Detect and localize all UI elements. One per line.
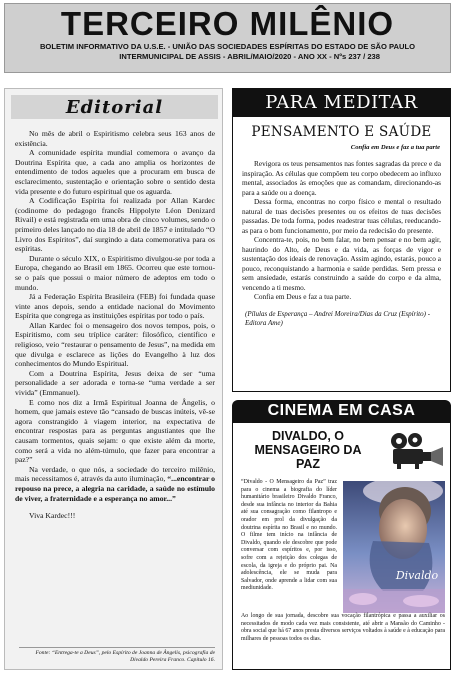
cinema-header-label: CINEMA EM CASA	[267, 402, 416, 419]
meditar-title: PENSAMENTO E SAÚDE	[251, 124, 432, 140]
editorial-signoff: Viva Kardec!!!	[29, 511, 76, 521]
cinema-section	[232, 422, 451, 670]
editorial-source: Fonte: “Entrega-te a Deus”, pelo Espírito de Joanna de Ângelis, psicografia de Divaldo Pereira Franco. Capítulo 16.	[19, 647, 215, 664]
meditar-paragraph: Concentra-te, pois, no bem falar, no bem pensar e no bem agir, haurindo do Alto, de Deus e da vida, as forças de vigor e sustentação dos ideais de renovação. Assim agindo, estarás, pouco a pouco, reconquistando a harmonia e saúde perdidas. Sem pressa e sem ansiedade, estarás construindo a saúde do corpo e da alma, vencendo a ti mesmo.	[242, 235, 441, 292]
movie-synopsis: “Divaldo - O Mensageiro da Paz” traz para o cinema a biografia do líder humanitário brasileiro Divaldo Franco, desde sua infância no interior da Bahia até sua consagração como filantropo e orador em prol da divulgação da doutrina espírita no Brasil e no mundo. O filme tem início na infância de Divaldo, quando ele descobre que pode conversar com espíritos e, por isso, sofre com a rejeição dos colegas de escola, da igreja e do próprio pai. Na adolescência, ele se muda para Salvador, onde aprende a lidar com sua mediunidade.	[241, 479, 337, 592]
meditar-body	[242, 159, 441, 302]
editorial-paragraph: E como nos diz a Irmã Espiritual Joanna de Ângelis, o homem, que jamais esteve tão “cansado de buscas inúteis, vê-se agora constrangido à viagem interior, na expectativa de encontrar respostas para as perguntas angustiantes que lhe causam tormentos, quais sejam: o que existe além da morte, como será a vida no além-túmulo, que fazer para encontrar a paz?”	[15, 397, 215, 465]
newsletter-title: TERCEIRO MILÊNIO	[60, 5, 395, 42]
editorial-title: Editorial	[65, 96, 164, 118]
meditar-paragraph: Dessa forma, encontras no corpo físico e mental o resultado natural de tuas decisões presentes ou os efeitos de tuas decisões passadas. De toda forma, podes readestrar tuas células, reeducando-as para o bom funcionamento, por meio da redecisão do presente.	[242, 197, 441, 235]
movie-synopsis-continued: Ao longo de sua jornada, descobre sua vocação filantrópica e passa a auxiliar os necessitados de modo cada vez mais consistente, até abrir a Mansão do Caminho - obra social que há 67 anos presta diversos serviços voltados à saúde e à educação para milhares de pessoas todos os dias.	[241, 613, 445, 642]
editorial-section	[4, 88, 223, 670]
editorial-body	[15, 129, 215, 521]
cinema-header	[232, 400, 451, 422]
editorial-paragraph: A comunidade espírita mundial comemora o avanço da Doutrina Espírita que, a cada ano amplia os horizontes de entendimento de todos aqueles que a procuram em busca de esclarecimento, sustentação e orientação sobre o sentido desta vida presente e do futuro espiritual que os aguarda.	[15, 148, 215, 196]
movie-poster-image	[343, 481, 445, 613]
meditar-subtitle: Confia em Deus e faz a tua parte	[350, 144, 440, 151]
editorial-paragraph: Já a Federação Espírita Brasileira (FEB) foi fundada quase vinte anos depois, sendo a entidade nacional do Movimento Espírita que congrega as instituições espíritas por todo o país.	[15, 292, 215, 321]
poster-logo-text: Divaldo	[395, 569, 439, 582]
meditar-section	[232, 116, 451, 392]
editorial-paragraph: No mês de abril o Espiritismo celebra seus 163 anos de existência.	[15, 129, 215, 148]
closing-quote: “...encontrar o repouso na prece, a alegria na caridade, a saúde no estímulo de viver, a fraternidade e a esperança no amor...”	[15, 474, 215, 503]
issue-info: INTERMUNICIPAL DE ASSIS - ABRIL/MAIO/2020 - ANO XX - Nºs 237 / 238	[119, 52, 380, 61]
meditar-paragraph: Confia em Deus e faz a tua parte.	[254, 292, 352, 301]
editorial-paragraph: Allan Kardec foi o mensageiro dos novos tempos, pois, o Espiritismo, com seu tríplice caráter: filosófico, científico e religioso, veio “restaurar o pensamento de Jesus”, na medida em que divulga e esclarece as lições do Evangelho à luz dos conhecimentos do Mundo Espiritual.	[15, 320, 215, 369]
meditar-header-label: PARA MEDITAR	[265, 91, 418, 113]
meditar-paragraph: Revigora os teus pensamentos nas fontes sagradas da prece e da inspiração. As células que compõem teu corpo obedecem ao influxo mental, associados às emoções que as comandam, direcionando-as para a saúde ou a doença.	[242, 159, 441, 197]
masthead	[4, 3, 451, 73]
film-projector-icon	[385, 431, 445, 469]
movie-title: DIVALDO, O MENSAGEIRO DA PAZ	[254, 429, 362, 471]
closing-text: Na verdade, o que nós, a sociedade do terceiro milênio, mais necessitamos é, através da auto iluminação,	[15, 464, 215, 484]
editorial-header	[11, 95, 218, 119]
editorial-closing	[15, 465, 215, 503]
newsletter-subtitle: BOLETIM INFORMATIVO DA U.S.E. - UNIÃO DAS SOCIEDADES ESPÍRITAS DO ESTADO DE SÃO PAULO	[39, 42, 416, 51]
editorial-paragraph: Com a Doutrina Espírita, Jesus deixa de ser “uma personalidade a ser adorada e torna-se “uma verdade a ser vivida” (Emmanuel).	[15, 368, 215, 398]
editorial-paragraph: Durante o século XIX, o Espiritismo divulgou-se por toda a Europa, chegando ao Brasil em 1865. Ocorreu que este tornou-se o país que possui o maior número de adeptos em todo o mundo.	[15, 253, 215, 292]
editorial-paragraph: A Codificação Espírita foi realizada por Allan Kardec (codinome do pedagogo francês Hippolyte Léon Denizard Rivail) e está registrada em uma obra de cinco volumes, sendo o primeiro deles lançado no dia 18 de abril de 1857 e intitulado “O Livro dos Espíritos”, daí surgindo a data comemorativa para os espíritas.	[15, 196, 215, 254]
meditar-citation: (Pílulas de Esperança – Andrei Moreira/Dias da Cruz (Espírito) - Editora Ame)	[245, 309, 431, 327]
meditar-header	[232, 88, 451, 116]
